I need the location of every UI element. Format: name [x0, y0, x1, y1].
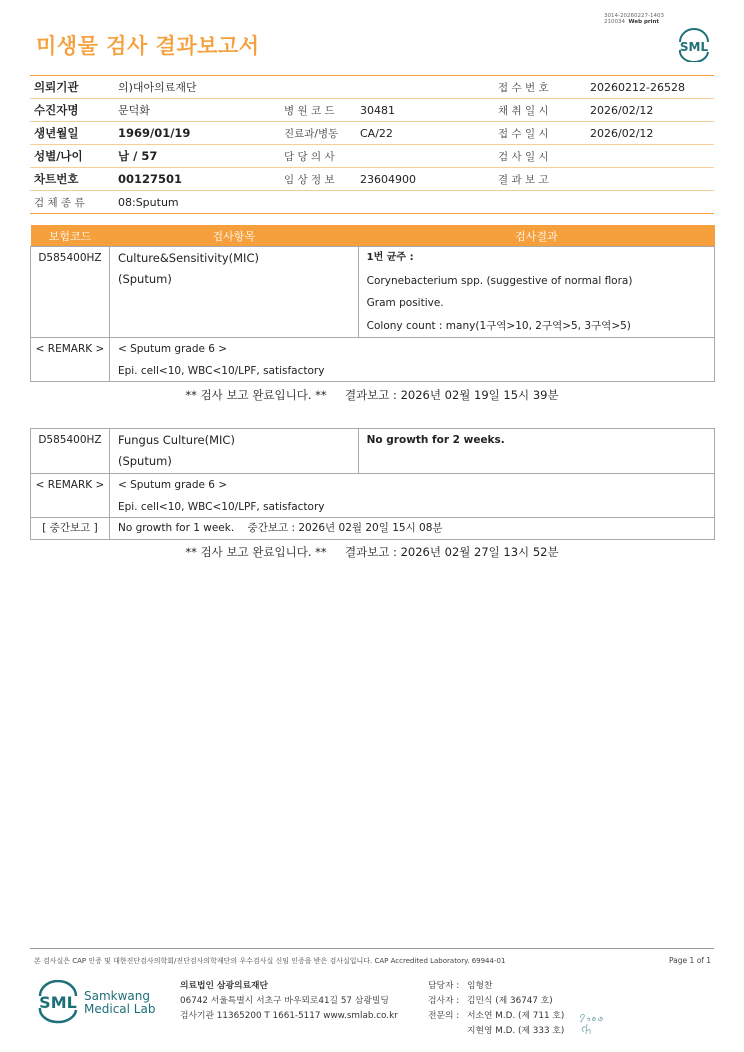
remark-line: Epi. cell<10, WBC<10/LPF, satisfactory	[117, 500, 325, 513]
logo-text: SML	[39, 993, 77, 1012]
info-row	[30, 191, 714, 214]
interim-text	[109, 518, 714, 540]
remark-line: < Sputum grade 6 >	[117, 479, 228, 491]
info-value: 00127501	[118, 168, 284, 191]
info-empty	[498, 191, 590, 214]
test-result	[358, 429, 714, 474]
footer-divider	[30, 948, 714, 949]
staff-name: 김민식 (제 36747 호)	[467, 996, 553, 1006]
info-label: 성별/나이	[30, 145, 118, 168]
info-value: 30481	[360, 99, 498, 122]
info-value: 문덕화	[118, 99, 284, 122]
info-value	[590, 168, 714, 191]
staff-name: 지현영 M.D. (제 333 호)	[467, 1026, 565, 1036]
info-label: 수진자명	[30, 99, 118, 122]
brand-line1: Samkwang	[84, 989, 150, 1003]
info-value	[360, 76, 498, 99]
patient-info-table	[30, 75, 714, 214]
result-line: Gram positive.	[366, 297, 444, 309]
staff-label: 전문의 :	[428, 1011, 460, 1021]
info-value: 2026/02/12	[590, 122, 714, 145]
info-empty	[284, 191, 360, 214]
info-label: 병 원 코 드	[284, 99, 360, 122]
report-title: 미생물 검사 결과보고서	[36, 34, 260, 58]
info-empty	[590, 191, 714, 214]
results-header-row	[31, 225, 715, 247]
info-value: 의)대아의료재단	[118, 76, 284, 99]
info-value: 남 / 57	[118, 145, 284, 168]
sml-logo-icon	[676, 28, 712, 62]
test-item-name: Fungus Culture(MIC)	[117, 433, 235, 447]
org-contact: 검사기관 11365200 T 1661-5117 www.smlab.co.kr	[180, 1011, 398, 1021]
result-table-fungus	[30, 428, 715, 540]
remark-text	[109, 474, 714, 518]
brand-line2: Medical Lab	[84, 1002, 156, 1016]
info-label: 접 수 번 호	[498, 76, 590, 99]
remark-label: < REMARK >	[31, 474, 110, 518]
info-label: 차트번호	[30, 168, 118, 191]
test-item-specimen: (Sputum)	[117, 453, 172, 468]
remark-row	[31, 474, 715, 518]
test-item-specimen: (Sputum)	[117, 271, 172, 286]
info-label: 채 취 일 시	[498, 99, 590, 122]
info-label	[284, 76, 360, 99]
result-table-culture	[30, 225, 715, 382]
test-item-name: Culture&Sensitivity(MIC)	[117, 251, 259, 265]
info-value: CA/22	[360, 122, 498, 145]
sml-logo-icon	[36, 980, 80, 1024]
org-name: 의료법인 삼광의료재단	[180, 981, 269, 991]
info-label: 임 상 정 보	[284, 168, 360, 191]
info-value	[590, 145, 714, 168]
complete-notice: ** 검사 보고 완료입니다. **	[185, 388, 327, 402]
result-line: No growth for 2 weeks.	[366, 434, 505, 446]
info-label: 결 과 보 고	[498, 168, 590, 191]
info-empty	[360, 191, 498, 214]
info-label: 의뢰기관	[30, 76, 118, 99]
complete-notice: ** 검사 보고 완료입니다. **	[185, 545, 327, 559]
info-row	[30, 76, 714, 99]
remark-row	[31, 338, 715, 382]
insurance-code: D585400HZ	[31, 247, 110, 338]
result-line: Corynebacterium spp. (suggestive of normal flora)	[366, 274, 633, 287]
report-complete-line	[0, 544, 744, 560]
info-label: 검 체 종 류	[30, 191, 118, 214]
info-label: 담 당 의 사	[284, 145, 360, 168]
info-value: 1969/01/19	[118, 122, 284, 145]
header-item: 검사항목	[109, 225, 358, 247]
info-value: 20260212-26528	[590, 76, 714, 99]
remark-line: < Sputum grade 6 >	[117, 343, 228, 355]
remark-text	[109, 338, 714, 382]
remark-label: < REMARK >	[31, 338, 110, 382]
staff-name: 서소연 M.D. (제 711 호)	[467, 1011, 565, 1021]
info-value	[360, 145, 498, 168]
doc-number-line2: 210034 Web print	[604, 19, 660, 25]
info-row	[30, 168, 714, 191]
info-label: 생년월일	[30, 122, 118, 145]
staff-label: 담당자 :	[428, 981, 460, 991]
result-line: 1번 균주 :	[366, 252, 414, 263]
insurance-code: D585400HZ	[31, 429, 110, 474]
test-row	[31, 247, 715, 338]
page-number: Page 1 of 1	[669, 956, 712, 965]
info-label: 진료과/병동	[284, 122, 360, 145]
staff-name: 임형찬	[467, 981, 493, 991]
report-complete-line	[0, 387, 744, 403]
info-label: 검 사 일 시	[498, 145, 590, 168]
doc-number-line1: 3014-20260227-1403	[604, 13, 664, 19]
result-line: Colony count : many(1구역>10, 2구역>5, 3구역>5)	[366, 319, 631, 332]
info-row	[30, 122, 714, 145]
final-report-time: 결과보고 : 2026년 02월 19일 15시 39분	[344, 388, 559, 402]
remark-line: Epi. cell<10, WBC<10/LPF, satisfactory	[117, 364, 325, 377]
info-row	[30, 145, 714, 168]
logo-text: SML	[679, 40, 709, 54]
test-item	[109, 247, 358, 338]
final-report-time: 결과보고 : 2026년 02월 27일 13시 52분	[344, 545, 559, 559]
info-label: 접 수 일 시	[498, 122, 590, 145]
document-number	[604, 13, 664, 25]
test-row	[31, 429, 715, 474]
brand-name	[84, 990, 155, 1016]
info-value: 08:Sputum	[118, 191, 284, 214]
test-item	[109, 429, 358, 474]
info-value: 2026/02/12	[590, 99, 714, 122]
header-result: 검사결과	[358, 225, 714, 247]
header-code: 보험코드	[31, 225, 110, 247]
info-row	[30, 99, 714, 122]
test-result	[358, 247, 714, 338]
interim-label: [ 중간보고 ]	[31, 518, 110, 540]
signature-icon	[578, 1010, 608, 1038]
accreditation-note: 본 검사실은 CAP 인증 및 대한진단검사의학회/진단검사의학재단의 우수검사실 신임 인증을 받은 검사실입니다. CAP Accredited Laboratory. 69944-01	[34, 957, 506, 965]
org-address: 06742 서울특별시 서초구 바우뫼로41길 57 삼광빌딩	[180, 996, 389, 1006]
interim-row	[31, 518, 715, 540]
staff-label: 검사자 :	[428, 996, 460, 1006]
info-value: 23604900	[360, 168, 498, 191]
interim-line: No growth for 1 week. 중간보고 : 2026년 02월 20일 15시 08분	[117, 522, 443, 534]
